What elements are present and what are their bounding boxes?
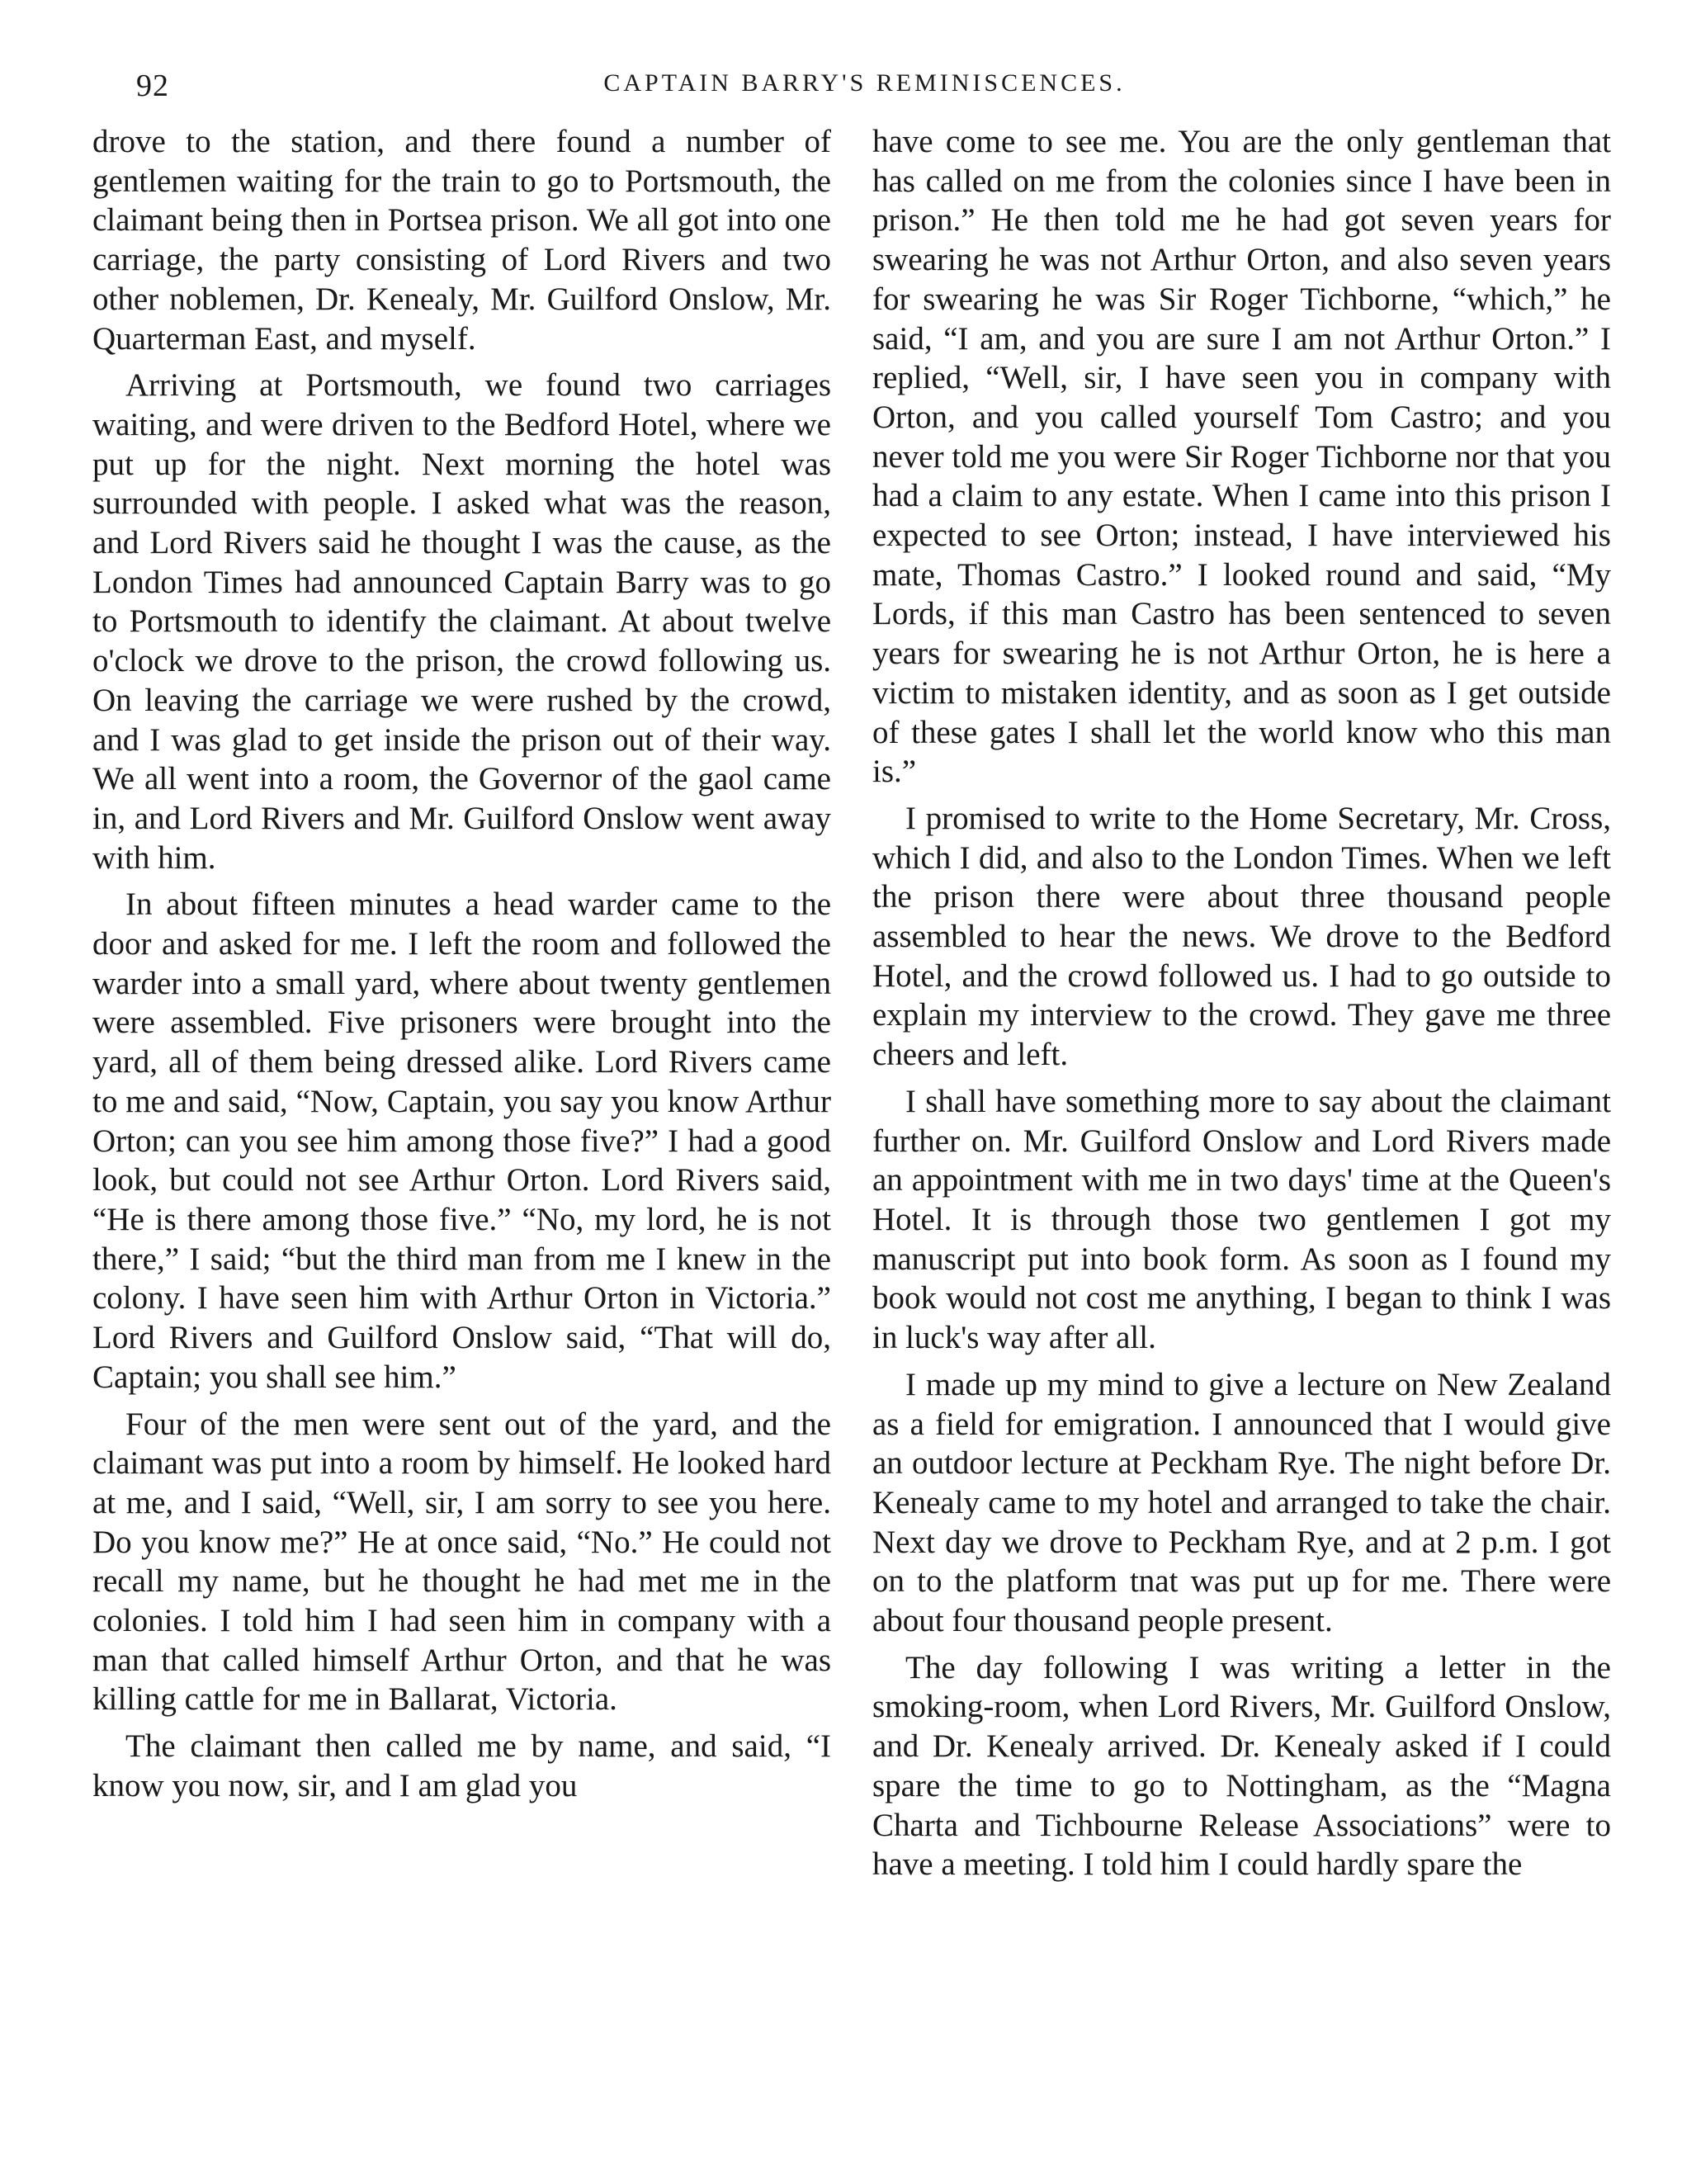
paragraph: I shall have something more to say about the claimant further on. Mr. Guilford Onslow and Lord Rivers made an appointment with me in two days' time at the Queen's Hotel. It is through those two gentlemen I got my manuscript put into book form. As soon as I found my book would not cost me anything, I began to think I was in luck's way after all. [872, 1083, 1611, 1356]
paragraph: have come to see me. You are the only gentleman that has called on me from the colonies since I have been in prison.” He then told me he had got seven years for swearing he was not Arthur Orton, and also seven years for swearing he was Sir Roger Tichborne, “which,” he said, “I am, and you are sure I am not Arthur Orton.” I replied, “Well, sir, I have seen you in company with Orton, and you called yourself Tom Castro; and you never told me you were Sir Roger Tichborne nor that you had a claim to any estate. When I came into this prison I expected to see Orton; instead, I have interviewed his mate, Thomas Castro.” I looked round and said, “My Lords, if this man Castro has been sentenced to seven years for swearing he is not Arthur Orton, he is here a victim to mistaken identity, and as soon as I get outside of these gates I shall let the world know who this man is.” [872, 124, 1611, 790]
paragraph: I made up my mind to give a lecture on New Zealand as a field for emigration. I announced that I would give an outdoor lecture at Peckham Rye. The night before Dr. Kenealy came to my hotel and arranged to take the chair. Next day we drove to Peckham Rye, and at 2 p.m. I got on to the platform tnat was put up for me. There were about four thousand people present. [872, 1366, 1611, 1639]
running-head: CAPTAIN BARRY'S REMINISCENCES. [603, 69, 1126, 97]
paragraph: drove to the station, and there found a number of gentlemen waiting for the train to go to Portsmouth, the claimant being then in Portsea prison. We all got into one carriage, the party consisting of Lord Rivers and two other noblemen, Dr. Kenealy, Mr. Guilford Onslow, Mr. Quarterman East, and myself. [92, 124, 831, 357]
page-number: 92 [136, 69, 169, 103]
paragraph: I promised to write to the Home Secretary, Mr. Cross, which I did, and also to the London Times. When we left the prison there were about three thousand people assembled to hear the news. We drove to the Bedford Hotel, and the crowd followed us. I had to go outside to explain my interview to the crowd. They gave me three cheers and left. [872, 800, 1611, 1073]
right-column [872, 122, 1611, 1884]
paragraph: Four of the men were sent out of the yard, and the claimant was put into a room by himself. He looked hard at me, and I said, “Well, sir, I am sorry to see you here. Do you know me?” He at once said, “No.” He could not recall my name, but he thought he had met me in the colonies. I told him I had seen him in company with a man that called himself Arthur Orton, and that he was killing cattle for me in Ballarat, Victoria. [92, 1406, 831, 1718]
paragraph: In about fifteen minutes a head warder came to the door and asked for me. I left the room and followed the warder into a small yard, where about twenty gentlemen were assembled. Five prisoners were brought into the yard, all of them being dressed alike. Lord Rivers came to me and said, “Now, Captain, you say you know Arthur Orton; can you see him among those five?” I had a good look, but could not see Arthur Orton. Lord Rivers said, “He is there among those five.” “No, my lord, he is not there,” I said; “but the third man from me I knew in the colony. I have seen him with Arthur Orton in Victoria.” Lord Rivers and Guilford Onslow said, “That will do, Captain; you shall see him.” [92, 886, 831, 1395]
paragraph: The claimant then called me by name, and said, “I know you now, sir, and I am glad you [92, 1728, 831, 1803]
paragraph: The day following I was writing a letter in the smoking-room, when Lord Rivers, Mr. Guilford Onslow, and Dr. Kenealy arrived. Dr. Kenealy asked if I could spare the time to go to Nottingham, as the “Magna Charta and Tichbourne Release Associations” were to have a meeting. I told him I could hardly spare the [872, 1649, 1611, 1883]
left-column [92, 122, 831, 1806]
paragraph: Arriving at Portsmouth, we found two carriages waiting, and were driven to the Bedford Hotel, where we put up for the night. Next morning the hotel was surrounded with people. I asked what was the reason, and Lord Rivers said he thought I was the cause, as the London Times had announced Captain Barry was to go to Portsmouth to identify the claimant. At about twelve o'clock we drove to the prison, the crowd following us. On leaving the carriage we were rushed by the crowd, and I was glad to get inside the prison out of their way. We all went into a room, the Governor of the gaol came in, and Lord Rivers and Mr. Guilford Onslow went away with him. [92, 367, 831, 876]
